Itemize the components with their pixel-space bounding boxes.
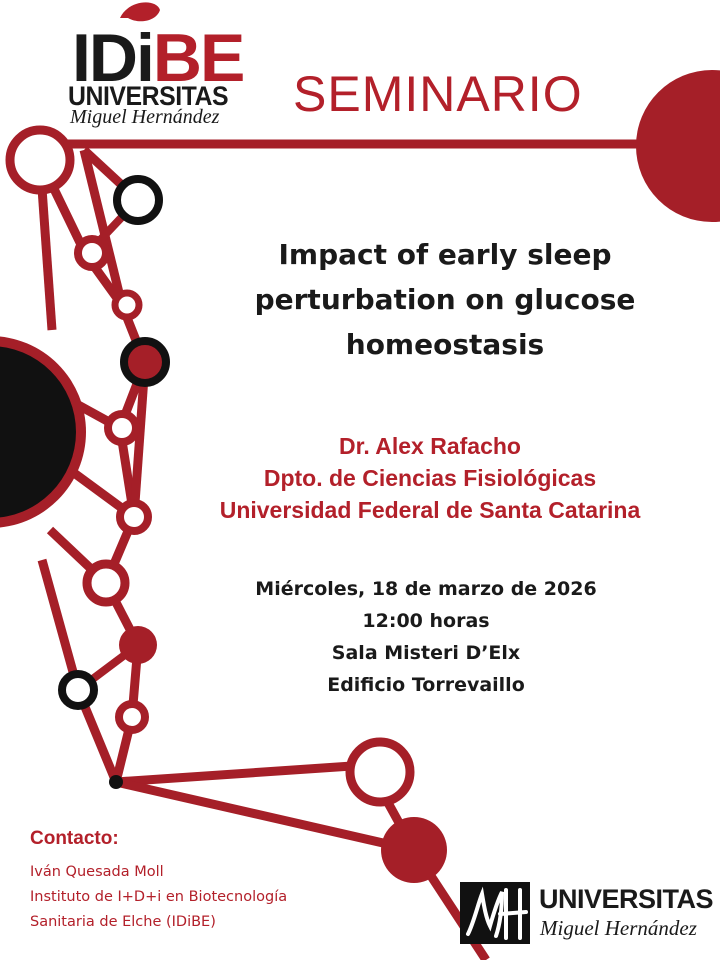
umh-logo-mh: Miguel Hernández xyxy=(540,916,697,940)
logo-mark-suffix: BE xyxy=(152,20,244,96)
event-date: Miércoles, 18 de marzo de 2026 xyxy=(255,578,597,600)
decor-ring xyxy=(115,293,139,317)
contact-institute-line2: Sanitaria de Elche (IDiBE) xyxy=(30,914,216,930)
page-heading: SEMINARIO xyxy=(293,66,583,122)
decor-line xyxy=(42,560,78,690)
idibe-logo-universitas: UNIVERSITAS xyxy=(68,81,229,111)
decor-line xyxy=(116,766,352,782)
decor-ring xyxy=(108,414,136,442)
event-room: Sala Misteri D’Elx xyxy=(331,642,521,664)
idibe-logo-mh: Miguel Hernández xyxy=(70,106,220,128)
decor-ring xyxy=(350,742,410,802)
contact-institute-line1: Instituto de I+D+i en Biotecnología xyxy=(30,889,288,905)
decor-ring xyxy=(10,130,70,190)
event-time: 12:00 horas xyxy=(362,610,490,632)
talk-title: Impact of early sleep perturbation on glucose homeostasis xyxy=(254,238,636,361)
contact-name: Iván Quesada Moll xyxy=(30,864,164,880)
decor-ring-black xyxy=(117,179,159,221)
decor-ring-black-filled xyxy=(124,341,166,383)
speaker-institution: Universidad Federal de Santa Catarina xyxy=(219,497,641,523)
logo-mark-prefix: IDi xyxy=(72,20,153,96)
logo-swoosh xyxy=(120,2,160,21)
decor-ring-black xyxy=(62,674,94,706)
umh-logo-universitas: UNIVERSITAS xyxy=(539,884,714,914)
decor-ring xyxy=(119,704,145,730)
decor-node-red xyxy=(119,626,157,664)
decor-ring xyxy=(120,503,148,531)
umh-logo-icon xyxy=(460,882,530,944)
decor-ring xyxy=(87,564,125,602)
event-building: Edificio Torrevaillo xyxy=(327,674,525,696)
speaker-name: Dr. Alex Rafacho xyxy=(339,433,521,459)
decor-ring xyxy=(78,239,106,267)
contact-title: Contacto: xyxy=(30,828,119,849)
speaker-department: Dpto. de Ciencias Fisiológicas xyxy=(263,465,597,491)
decor-node-black xyxy=(109,775,123,789)
decor-circle-bottom xyxy=(381,817,447,883)
